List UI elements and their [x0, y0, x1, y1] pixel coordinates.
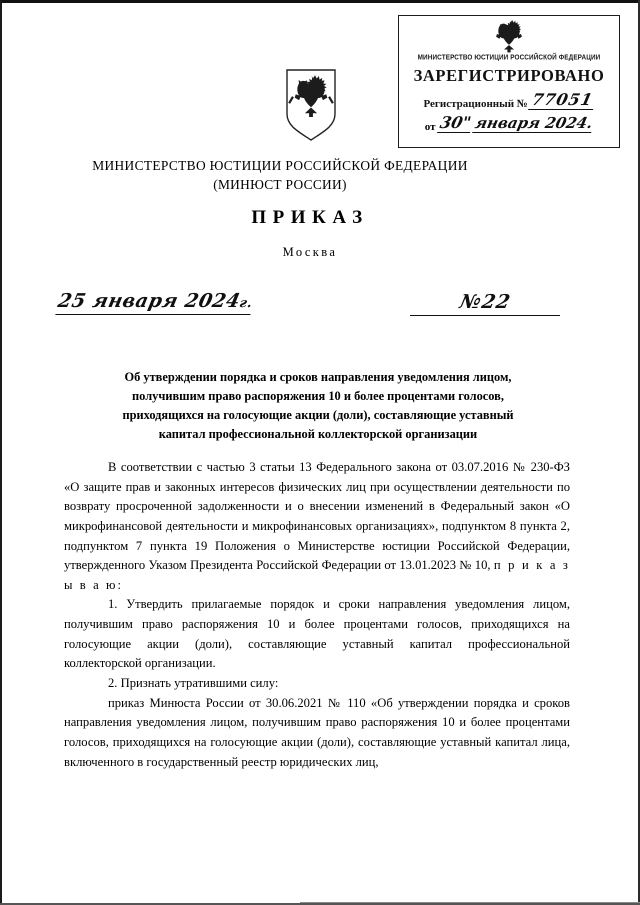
- registration-stamp: [398, 15, 620, 148]
- stamp-registration-number: 77051: [528, 92, 596, 110]
- body-item-1: 1. Утвердить прилагаемые порядок и сроки направления уведомления лицом, получившим право распоряжения 10 и более процентами голосов, приходящихся на голосующие акции (доли), составляющие уставный капитал профессиональной коллекторской организации.: [64, 597, 570, 671]
- stamp-date-month-year: января 2024.: [473, 113, 595, 132]
- ministry-heading: [0, 156, 560, 194]
- stamp-date-line: [399, 112, 619, 133]
- ministry-heading-line2: (МИНЮСТ РОССИИ): [213, 177, 347, 193]
- preamble-paragraph: [64, 458, 570, 595]
- russian-coat-of-arms-icon: [283, 68, 339, 142]
- preamble-command: п р и к а з ы в а ю:: [64, 558, 570, 592]
- stamp-date-label: от: [424, 120, 436, 133]
- document-subject-line3: приходящихся на голосующие акции (доли), составляющие уставный: [122, 408, 514, 423]
- document-subject-line4: капитал профессиональной коллекторской организации: [158, 427, 478, 442]
- ministry-heading-line1: МИНИСТЕРСТВО ЮСТИЦИИ РОССИЙСКОЙ ФЕДЕРАЦИИ: [92, 158, 468, 173]
- body-item-2: 2. Признать утратившими силу:: [108, 676, 279, 691]
- city-label: Москва: [282, 245, 338, 259]
- stamp-coat-of-arms-icon: [399, 18, 619, 56]
- document-date: [55, 290, 255, 315]
- stamp-date-day: 30": [437, 112, 473, 132]
- document-date-value: 25 января 2024: [55, 290, 243, 312]
- stamp-registration-line: [399, 92, 619, 110]
- document-body: [64, 458, 570, 772]
- order-word: ПРИКАЗ: [251, 207, 369, 228]
- document-subject: [64, 368, 572, 444]
- scan-border-bottom-secondary: [300, 902, 640, 903]
- document-number-field: [410, 291, 560, 316]
- scan-border-top: [0, 0, 640, 3]
- body-item-2-sub-1: приказ Минюста России от 30.06.2021 № 110 «Об утверждении порядка и сроков направления уведомления лицом, получившим право распоряжения 10 и более процентами голосов, приходящихся на голосующие акции (доли), составляющие уставный капитал лица, включенного в государственный реестр юридических лиц,: [64, 695, 570, 769]
- stamp-ministry-line: МИНИСТЕРСТВО ЮСТИЦИИ РОССИЙСКОЙ ФЕДЕРАЦИИ: [417, 53, 601, 62]
- document-subject-line2: получившим право распоряжения 10 и более процентами голосов,: [132, 389, 504, 404]
- document-date-suffix: г.: [237, 296, 254, 311]
- document-subject-line1: Об утверждении порядка и сроков направления уведомления лицом,: [124, 370, 512, 384]
- date-number-row: [55, 290, 568, 324]
- preamble-text: В соответствии с частью 3 статьи 13 Федерального закона от 03.07.2016 № 230-ФЗ «О защите прав и законных интересов физических лиц при осуществлении деятельности по возврату просроченной задолженности и о внесении изменений в Федеральный закон «О микрофинансовой деятельности и микрофинансовых организациях», подпунктом 8 пункта 2, подпунктом 7 пункта 19 Положения о Министерстве юстиции Российской Федерации, утвержденного Указом Президента Российской Федерации от 13.01.2023 № 10,: [64, 460, 570, 573]
- scan-border-left: [0, 0, 2, 905]
- stamp-registration-label: Регистрационный №: [423, 97, 528, 110]
- stamp-title: ЗАРЕГИСТРИРОВАНО: [413, 66, 605, 85]
- document-number-value: 22: [479, 291, 513, 313]
- document-number-sign: №: [457, 291, 485, 313]
